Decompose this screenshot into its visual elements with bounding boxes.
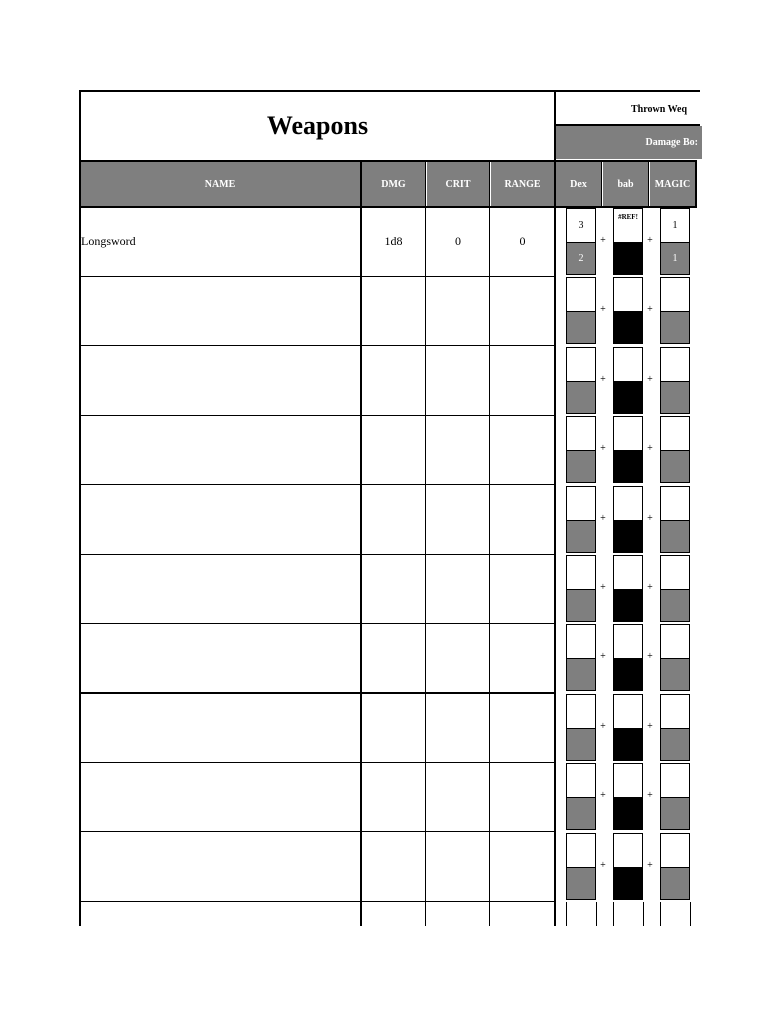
bab-top-box[interactable] xyxy=(613,694,643,729)
dex-top-box[interactable] xyxy=(566,555,596,590)
plus-sign: + xyxy=(600,234,606,246)
damage-bonus-label: Damage Bo: xyxy=(556,126,702,159)
magic-bottom-box[interactable]: 1 xyxy=(660,242,690,275)
plus-sign: + xyxy=(600,789,606,801)
bab-top-box[interactable] xyxy=(613,486,643,521)
weapon-range-cell[interactable] xyxy=(491,694,554,761)
thrown-weapons-label: Thrown Weq xyxy=(631,103,688,115)
dex-top-box[interactable] xyxy=(566,694,596,729)
weapon-name-cell[interactable] xyxy=(81,555,359,622)
plus-sign: + xyxy=(647,373,653,385)
weapon-name-cell[interactable]: Longsword xyxy=(81,234,136,248)
bab-bottom-box xyxy=(613,728,643,761)
weapon-name-cell[interactable] xyxy=(81,763,359,830)
dex-bottom-box[interactable] xyxy=(566,450,596,483)
dex-bottom-box[interactable] xyxy=(566,867,596,900)
column-header-range: RANGE xyxy=(491,162,554,206)
magic-bottom-box[interactable] xyxy=(660,589,690,622)
plus-sign: + xyxy=(600,303,606,315)
bab-top-box[interactable] xyxy=(613,347,643,382)
dex-bottom-box[interactable] xyxy=(566,728,596,761)
weapon-name-cell[interactable] xyxy=(81,347,359,414)
magic-top-box[interactable] xyxy=(660,763,690,798)
bab-top-box[interactable]: #REF! xyxy=(613,208,643,243)
magic-top-box[interactable] xyxy=(660,347,690,382)
column-header-name: NAME xyxy=(80,162,360,206)
magic-top-box[interactable] xyxy=(660,833,690,868)
plus-sign: + xyxy=(647,512,653,524)
bab-bottom-box xyxy=(613,242,643,275)
plus-sign: + xyxy=(647,650,653,662)
dex-top-box[interactable] xyxy=(566,624,596,659)
magic-bottom-box[interactable] xyxy=(660,797,690,830)
weapon-range-cell[interactable] xyxy=(491,555,554,622)
weapon-crit-cell[interactable] xyxy=(427,694,489,761)
weapon-crit-cell[interactable] xyxy=(427,555,489,622)
weapon-range-cell[interactable]: 0 xyxy=(519,234,526,248)
dex-bottom-box[interactable]: 2 xyxy=(566,242,596,275)
page-title: Weapons xyxy=(266,111,369,140)
plus-sign: + xyxy=(600,512,606,524)
bab-bottom-box xyxy=(613,658,643,691)
column-header-dmg: DMG xyxy=(362,162,425,206)
weapon-name-cell[interactable] xyxy=(81,277,359,344)
magic-top-box[interactable] xyxy=(660,694,690,729)
bab-bottom-box xyxy=(613,311,643,344)
bab-bottom-box xyxy=(613,867,643,900)
weapon-name-cell[interactable] xyxy=(81,486,359,553)
magic-top-box[interactable] xyxy=(660,624,690,659)
plus-sign: + xyxy=(600,720,606,732)
plus-sign: + xyxy=(647,234,653,246)
weapon-crit-cell[interactable] xyxy=(427,624,489,691)
weapon-crit-cell[interactable] xyxy=(427,486,489,553)
weapon-range-cell[interactable] xyxy=(491,416,554,483)
bab-top-box[interactable] xyxy=(613,624,643,659)
weapon-crit-cell[interactable] xyxy=(427,416,489,483)
magic-top-box[interactable] xyxy=(660,555,690,590)
weapon-dmg-cell[interactable] xyxy=(362,833,425,900)
weapon-name-cell[interactable] xyxy=(81,416,359,483)
weapon-range-cell[interactable] xyxy=(491,486,554,553)
dex-bottom-box[interactable] xyxy=(566,381,596,414)
dex-top-box[interactable] xyxy=(566,277,596,312)
bab-top-box[interactable] xyxy=(613,416,643,451)
bab-top-box[interactable] xyxy=(613,833,643,868)
weapon-name-cell[interactable] xyxy=(81,694,359,761)
plus-sign: + xyxy=(647,442,653,454)
magic-bottom-box[interactable] xyxy=(660,381,690,414)
bab-top-box[interactable] xyxy=(613,555,643,590)
plus-sign: + xyxy=(647,859,653,871)
dex-top-box[interactable] xyxy=(566,486,596,521)
dex-top-box[interactable] xyxy=(566,347,596,382)
magic-top-box[interactable] xyxy=(660,486,690,521)
weapon-crit-cell[interactable] xyxy=(427,833,489,900)
plus-sign: + xyxy=(600,373,606,385)
bab-top-box[interactable] xyxy=(613,277,643,312)
weapon-crit-cell[interactable] xyxy=(427,277,489,344)
magic-bottom-box[interactable] xyxy=(660,728,690,761)
weapon-range-cell[interactable] xyxy=(491,763,554,830)
magic-bottom-box[interactable] xyxy=(660,311,690,344)
magic-bottom-box[interactable] xyxy=(660,520,690,553)
weapon-crit-cell[interactable] xyxy=(427,347,489,414)
column-header-crit: CRIT xyxy=(427,162,489,206)
bab-bottom-box xyxy=(613,450,643,483)
plus-sign: + xyxy=(647,720,653,732)
bab-top-box[interactable] xyxy=(613,763,643,798)
dex-bottom-box[interactable] xyxy=(566,589,596,622)
magic-top-box[interactable] xyxy=(660,416,690,451)
weapon-dmg-cell[interactable]: 1d8 xyxy=(384,234,403,248)
weapon-dmg-cell[interactable] xyxy=(362,763,425,830)
bab-bottom-box xyxy=(613,381,643,414)
dex-top-box[interactable] xyxy=(566,416,596,451)
bab-bottom-box xyxy=(613,520,643,553)
plus-sign: + xyxy=(647,789,653,801)
plus-sign: + xyxy=(647,581,653,593)
dex-top-box[interactable] xyxy=(566,833,596,868)
plus-sign: + xyxy=(600,581,606,593)
weapon-dmg-cell[interactable] xyxy=(362,624,425,691)
weapon-crit-cell[interactable]: 0 xyxy=(455,234,461,248)
weapon-dmg-cell[interactable] xyxy=(362,555,425,622)
dex-bottom-box[interactable] xyxy=(566,658,596,691)
weapon-range-cell[interactable] xyxy=(491,624,554,691)
magic-bottom-box[interactable] xyxy=(660,867,690,900)
weapon-crit-cell[interactable] xyxy=(427,763,489,830)
dex-bottom-box[interactable] xyxy=(566,520,596,553)
column-header-bab: bab xyxy=(603,162,648,206)
bab-bottom-box xyxy=(613,589,643,622)
dex-top-box[interactable] xyxy=(566,763,596,798)
weapon-range-cell[interactable] xyxy=(491,277,554,344)
plus-sign: + xyxy=(600,859,606,871)
weapon-name-cell[interactable] xyxy=(81,833,359,900)
weapon-dmg-cell[interactable] xyxy=(362,277,425,344)
magic-top-box[interactable]: 1 xyxy=(660,208,690,243)
weapon-range-cell[interactable] xyxy=(491,347,554,414)
bab-bottom-box xyxy=(613,797,643,830)
dex-bottom-box[interactable] xyxy=(566,311,596,344)
column-header-magic: MAGIC xyxy=(650,162,695,206)
plus-sign: + xyxy=(600,442,606,454)
weapon-name-cell[interactable] xyxy=(81,624,359,691)
magic-bottom-box[interactable] xyxy=(660,658,690,691)
dex-top-box[interactable]: 3 xyxy=(566,208,596,243)
magic-bottom-box[interactable] xyxy=(660,450,690,483)
weapon-range-cell[interactable] xyxy=(491,833,554,900)
plus-sign: + xyxy=(647,303,653,315)
plus-sign: + xyxy=(600,650,606,662)
weapon-dmg-cell[interactable] xyxy=(362,416,425,483)
weapon-dmg-cell[interactable] xyxy=(362,486,425,553)
weapon-dmg-cell[interactable] xyxy=(362,347,425,414)
weapon-dmg-cell[interactable] xyxy=(362,694,425,761)
magic-top-box[interactable] xyxy=(660,277,690,312)
dex-bottom-box[interactable] xyxy=(566,797,596,830)
column-header-dex: Dex xyxy=(556,162,601,206)
